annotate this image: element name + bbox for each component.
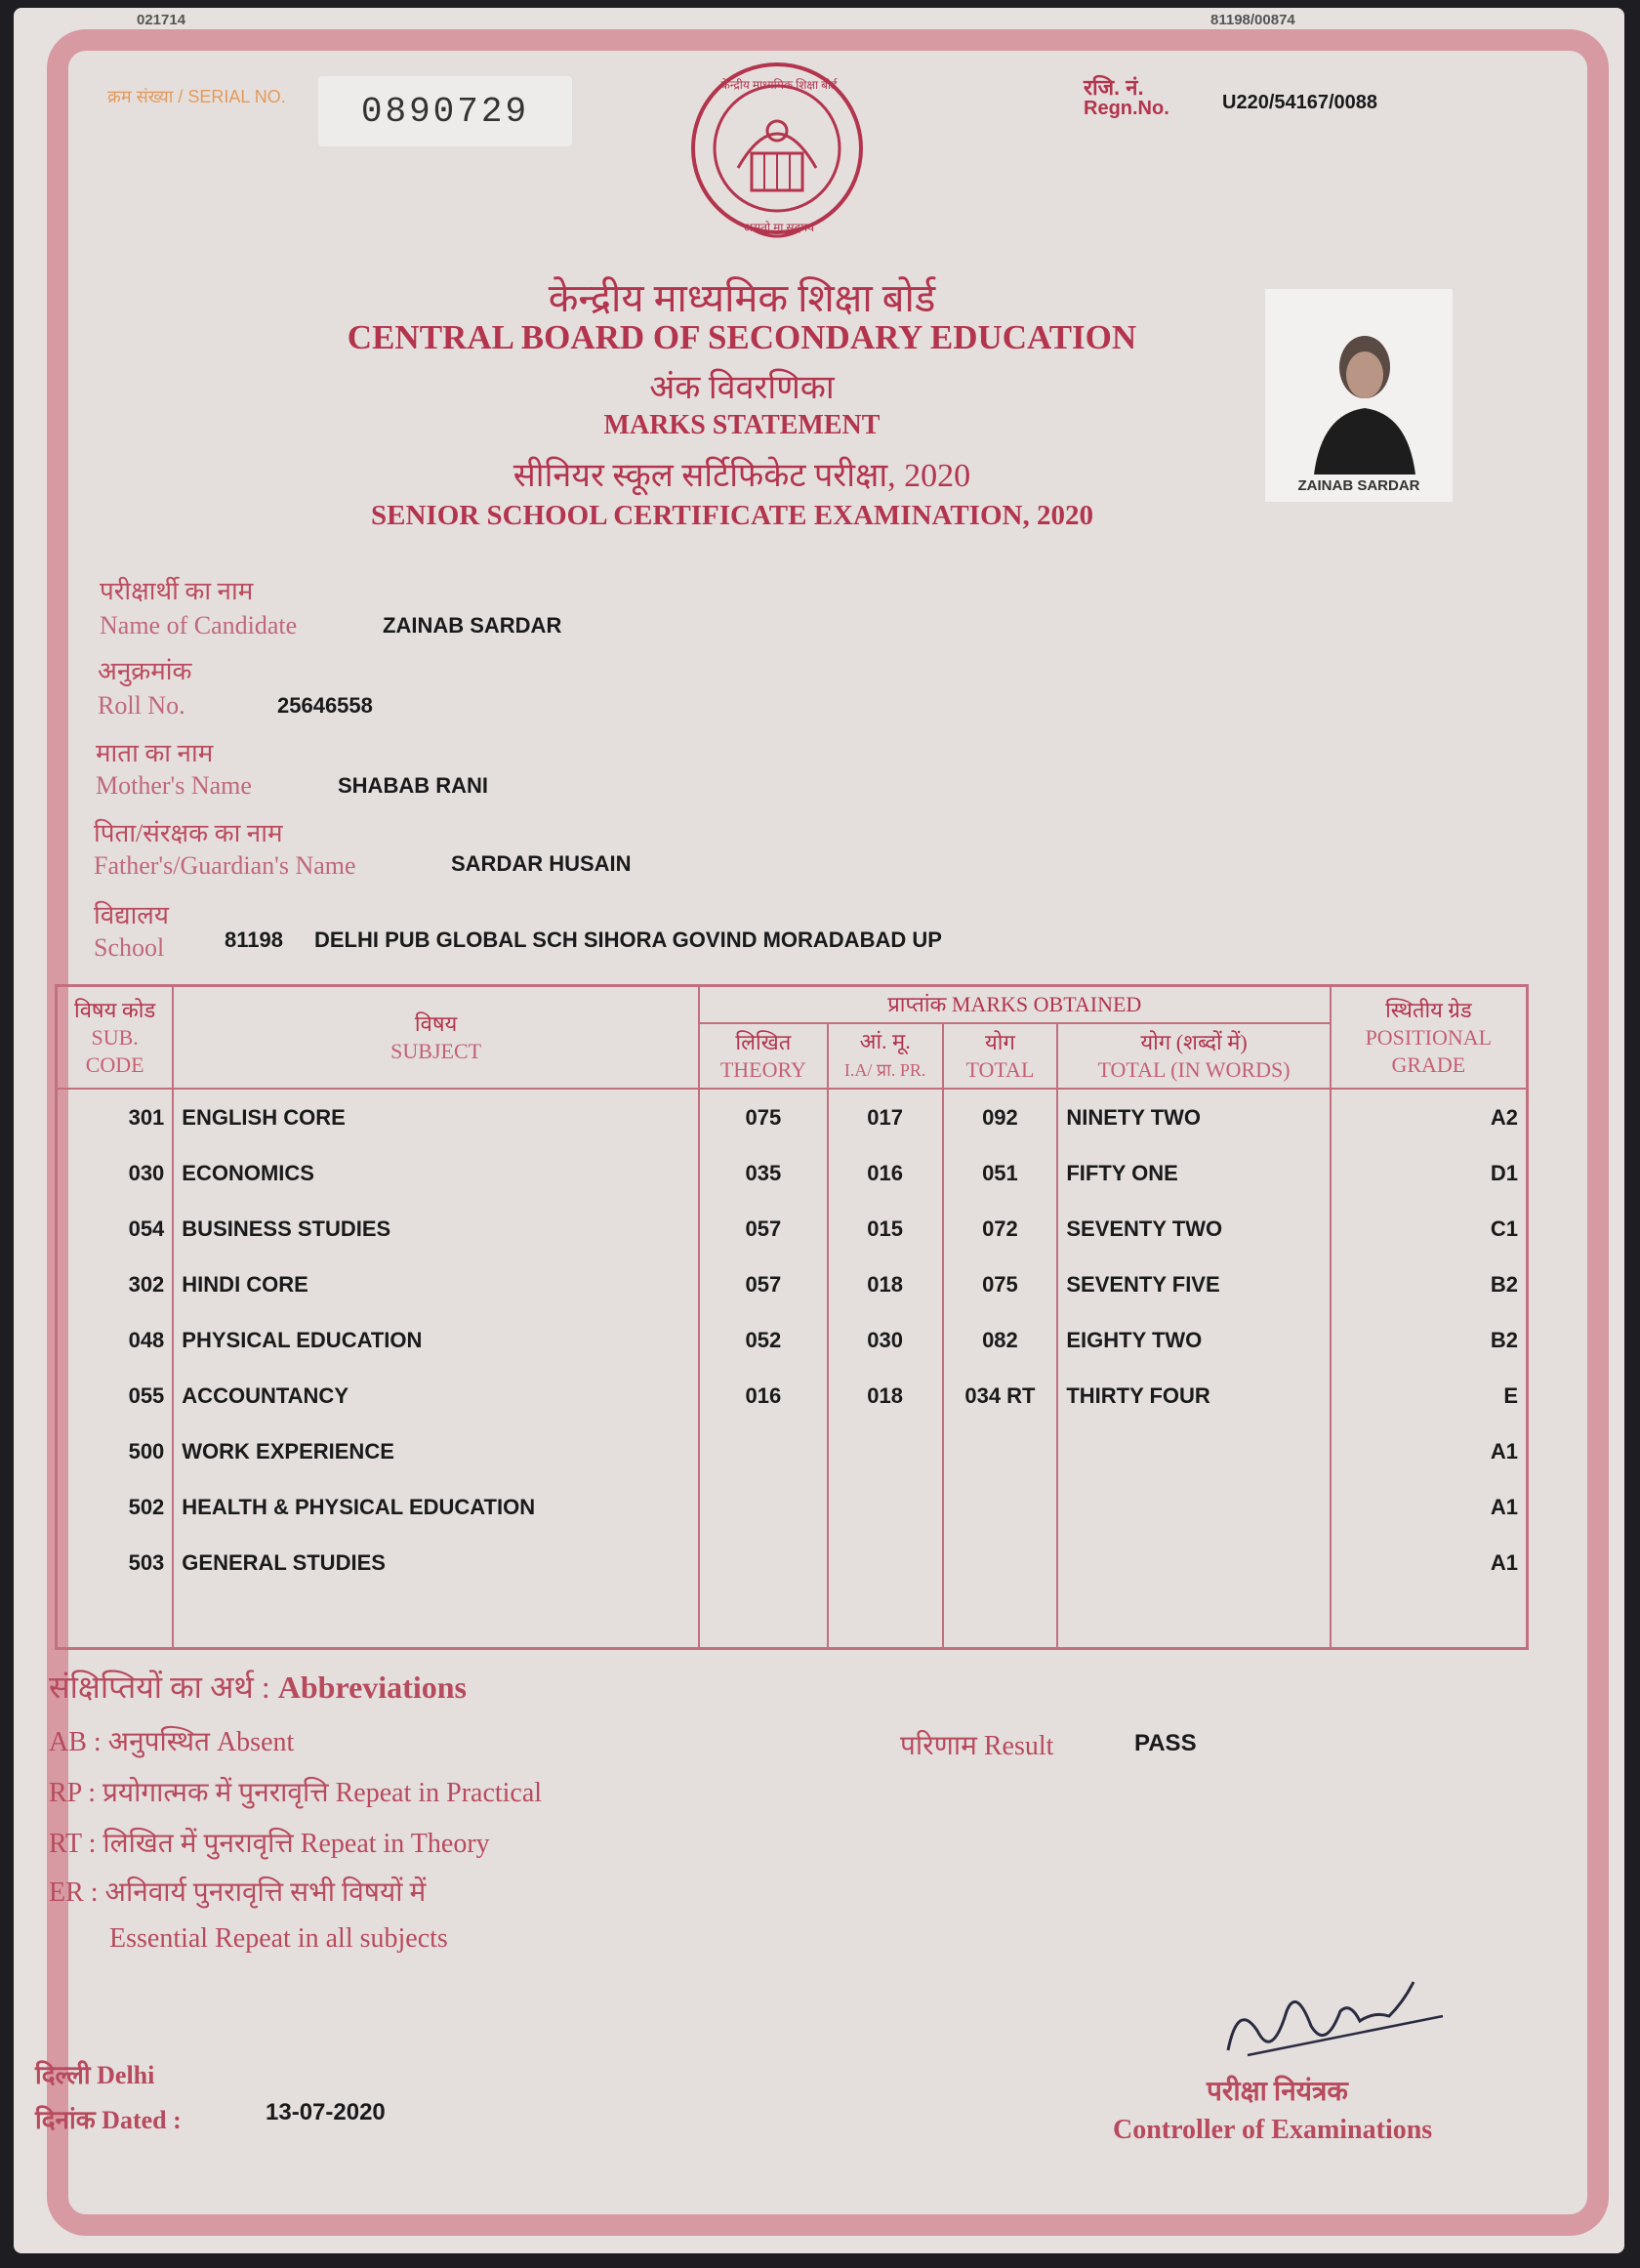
board-name-hi: केन्द्रीय माध्यमिक शिक्षा बोर्ड: [548, 276, 936, 320]
row-ia: 030: [828, 1312, 943, 1368]
roll-number: 25646558: [277, 693, 373, 718]
table-row: [57, 1312, 1528, 1368]
top-left-code: 021714: [137, 12, 186, 28]
header-total-hi: योग: [984, 1029, 1015, 1054]
mother-name: SHABAB RANI: [338, 773, 488, 798]
row-theory: 057: [699, 1201, 828, 1257]
emblem-top-text: केन्द्रीय माध्यमिक शिक्षा बोर्ड: [720, 78, 838, 92]
row-code: 054: [57, 1201, 174, 1257]
row-subject: HEALTH & PHYSICAL EDUCATION: [173, 1479, 699, 1535]
abbr-essential-repeat-en: Essential Repeat in all subjects: [109, 1923, 448, 1954]
dated-label: दिनांक Dated :: [35, 2106, 182, 2134]
row-words: SEVENTY FIVE: [1057, 1257, 1330, 1312]
row-grade: B2: [1331, 1257, 1528, 1312]
school-code: 81198: [225, 928, 283, 952]
row-grade: B2: [1331, 1312, 1528, 1368]
row-subject: HINDI CORE: [173, 1257, 699, 1312]
table-row: [57, 1089, 1528, 1145]
row-grade: C1: [1331, 1201, 1528, 1257]
candidate-name: ZAINAB SARDAR: [383, 613, 562, 638]
row-theory: [699, 1479, 828, 1535]
row-grade: A1: [1331, 1479, 1528, 1535]
controller-label-hi: परीक्षा नियंत्रक: [1207, 2077, 1348, 2107]
header-code-hi: विषय कोड: [74, 997, 156, 1022]
table-row: [57, 1201, 1528, 1257]
row-ia: 018: [828, 1368, 943, 1423]
header-subject-hi: विषय: [414, 1010, 458, 1036]
row-subject: GENERAL STUDIES: [173, 1536, 699, 1591]
header-words: [1057, 1023, 1330, 1089]
row-words: EIGHTY TWO: [1057, 1312, 1330, 1368]
title-hi: अंक विवरणिका: [649, 370, 835, 406]
row-words: FIFTY ONE: [1057, 1145, 1330, 1201]
row-grade: D1: [1331, 1145, 1528, 1201]
table-row: [57, 1257, 1528, 1312]
row-code: 055: [57, 1368, 174, 1423]
row-theory: [699, 1423, 828, 1479]
row-code: 502: [57, 1479, 174, 1535]
table-row: [57, 1479, 1528, 1535]
row-total: 034 RT: [943, 1368, 1058, 1423]
row-words: [1057, 1479, 1330, 1535]
row-words: THIRTY FOUR: [1057, 1368, 1330, 1423]
exam-hi: सीनियर स्कूल सर्टिफिकेट परीक्षा, 2020: [512, 458, 971, 494]
row-subject: ENGLISH CORE: [173, 1089, 699, 1145]
row-total: [943, 1536, 1058, 1591]
abbreviations-title-en: Abbreviations: [277, 1670, 467, 1705]
row-words: [1057, 1423, 1330, 1479]
row-grade: A1: [1331, 1423, 1528, 1479]
row-code: 301: [57, 1089, 174, 1145]
row-ia: 018: [828, 1257, 943, 1312]
row-theory: [699, 1536, 828, 1591]
marks-table: [55, 984, 1529, 1650]
header-theory-hi: लिखित: [735, 1029, 792, 1054]
abbr-essential-repeat: ER : अनिवार्य पुनरावृत्ति सभी विषयों में: [49, 1877, 427, 1908]
regn-number: U220/54167/0088: [1222, 92, 1378, 113]
father-name: SARDAR HUSAIN: [451, 851, 632, 876]
serial-label: क्रम संख्या / SERIAL NO.: [107, 87, 286, 106]
place-label: दिल्ली Delhi: [35, 2061, 155, 2089]
row-ia: 017: [828, 1089, 943, 1145]
table-row: [57, 1145, 1528, 1201]
row-subject: ACCOUNTANCY: [173, 1368, 699, 1423]
table-row: [57, 1423, 1528, 1479]
abbreviations-title: [49, 1666, 467, 1708]
header-ia-hi: आं. मू.: [859, 1029, 911, 1053]
header-words-hi: योग (शब्दों में): [1140, 1029, 1248, 1054]
abbr-repeat-practical: RP : प्रयोगात्मक में पुनरावृत्ति Repeat in Practical: [49, 1778, 543, 1808]
row-total: 082: [943, 1312, 1058, 1368]
row-subject: WORK EXPERIENCE: [173, 1423, 699, 1479]
school-name: DELHI PUB GLOBAL SCH SIHORA GOVIND MORADABAD UP: [314, 928, 942, 952]
exam-en: SENIOR SCHOOL CERTIFICATE EXAMINATION, 2020: [371, 500, 1093, 531]
row-theory: 035: [699, 1145, 828, 1201]
roll-label-en: Roll No.: [98, 691, 185, 720]
row-code: 302: [57, 1257, 174, 1312]
row-subject: PHYSICAL EDUCATION: [173, 1312, 699, 1368]
father-label-en: Father's/Guardian's Name: [94, 851, 356, 880]
abbreviations-title-hi: संक्षिप्तियों का अर्थ :: [49, 1670, 270, 1705]
table-row: [57, 1536, 1528, 1591]
result-value: PASS: [1134, 1730, 1197, 1756]
row-total: [943, 1479, 1058, 1535]
photo-caption: ZAINAB SARDAR: [1297, 477, 1420, 494]
signature-icon: [1218, 1972, 1453, 2070]
row-total: 051: [943, 1145, 1058, 1201]
row-subject: BUSINESS STUDIES: [173, 1201, 699, 1257]
roll-label-hi: अनुक्रमांक: [98, 657, 192, 685]
row-total: 092: [943, 1089, 1058, 1145]
header-marks-obtained: प्राप्तांक MARKS OBTAINED: [699, 986, 1331, 1024]
row-theory: 057: [699, 1257, 828, 1312]
header-subject: [173, 986, 699, 1090]
row-ia: [828, 1423, 943, 1479]
row-words: NINETY TWO: [1057, 1089, 1330, 1145]
row-total: [943, 1423, 1058, 1479]
school-label-en: School: [94, 933, 165, 962]
person-photo-icon: [1265, 289, 1453, 474]
row-code: 500: [57, 1423, 174, 1479]
row-code: 030: [57, 1145, 174, 1201]
result-label: परिणाम Result: [900, 1731, 1054, 1761]
candidate-name-label-en: Name of Candidate: [100, 611, 298, 639]
row-subject: ECONOMICS: [173, 1145, 699, 1201]
board-name-en: CENTRAL BOARD OF SECONDARY EDUCATION: [347, 318, 1137, 356]
row-code: 048: [57, 1312, 174, 1368]
header-ia-en: I.A/ प्रा. PR.: [843, 1060, 926, 1080]
father-label-hi: पिता/संरक्षक का नाम: [94, 819, 283, 847]
row-total: 072: [943, 1201, 1058, 1257]
row-theory: 016: [699, 1368, 828, 1423]
emblem-bottom-text: असतो मा सद्गमय: [743, 221, 815, 234]
row-ia: 016: [828, 1145, 943, 1201]
row-ia: [828, 1479, 943, 1535]
serial-number: 0890729: [318, 76, 572, 146]
title-en: MARKS STATEMENT: [603, 410, 881, 440]
school-label-hi: विद्यालय: [94, 901, 170, 929]
controller-label-en: Controller of Examinations: [1113, 2115, 1433, 2145]
mother-label-en: Mother's Name: [96, 771, 252, 800]
mother-label-hi: माता का नाम: [96, 739, 214, 767]
candidate-name-label-hi: परीक्षार्थी का नाम: [100, 577, 254, 605]
row-code: 503: [57, 1536, 174, 1591]
header-grade-hi: स्थितीय ग्रेड: [1385, 997, 1472, 1022]
header-code: [57, 986, 174, 1090]
candidate-photo: [1265, 289, 1453, 502]
row-grade: A2: [1331, 1089, 1528, 1145]
row-total: 075: [943, 1257, 1058, 1312]
header-grade: [1331, 986, 1528, 1090]
header-subject-en: SUBJECT: [390, 1038, 482, 1063]
row-grade: A1: [1331, 1536, 1528, 1591]
header-grade-en: POSITIONAL GRADE: [1365, 1024, 1493, 1077]
regn-label-hi: रजि. नं.: [1084, 75, 1144, 100]
header-total-en: TOTAL: [965, 1056, 1035, 1082]
header-theory-en: THEORY: [719, 1056, 806, 1082]
row-ia: 015: [828, 1201, 943, 1257]
row-words: SEVENTY TWO: [1057, 1201, 1330, 1257]
abbr-absent: AB : अनुपस्थित Absent: [49, 1727, 295, 1757]
row-grade: E: [1331, 1368, 1528, 1423]
abbr-repeat-theory: RT : लिखित में पुनरावृत्ति Repeat in Theory: [49, 1829, 490, 1859]
issue-date: 13-07-2020: [266, 2099, 386, 2125]
header-code-en: SUB. CODE: [85, 1024, 144, 1077]
header-total: [943, 1023, 1058, 1089]
header-ia: [828, 1023, 943, 1089]
row-theory: 075: [699, 1089, 828, 1145]
table-row: [57, 1368, 1528, 1423]
table-spacer-row: [57, 1591, 1528, 1649]
row-ia: [828, 1536, 943, 1591]
regn-label-en: Regn.No.: [1084, 98, 1169, 119]
row-theory: 052: [699, 1312, 828, 1368]
header-theory: [699, 1023, 828, 1089]
top-right-code: 81198/00874: [1210, 12, 1295, 28]
row-words: [1057, 1536, 1330, 1591]
header-words-en: TOTAL (IN WORDS): [1097, 1056, 1291, 1082]
